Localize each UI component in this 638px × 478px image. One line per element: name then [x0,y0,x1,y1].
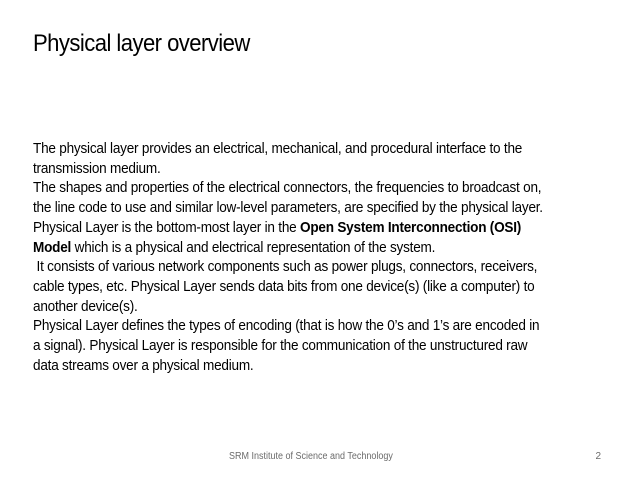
slide-body [33,139,612,375]
body-line: data streams over a physical medium. [33,356,254,374]
footer-institution: SRM Institute of Science and Technology [229,451,393,462]
body-line: cable types, etc. Physical Layer sends data bits from one device(s) (like a computer) to [33,277,535,295]
body-line: the line code to use and similar low-level parameters, are specified by the physical layer. [33,199,543,217]
body-text: Physical Layer is the bottom-most layer in the [33,218,301,236]
body-line: transmission medium. [33,159,161,177]
body-line [33,238,612,258]
page-number: 2 [595,451,601,462]
body-line: Physical Layer defines the types of encoding (that is how the 0’s and 1’s are encoded in [33,317,540,335]
osi-model-term: Open System Interconnection (OSI) [300,218,522,236]
body-line: The physical layer provides an electrical, mechanical, and procedural interface to the [33,140,523,157]
body-line: a signal). Physical Layer is responsible for the communication of the unstructured raw [33,337,528,355]
body-text: which is a physical and electrical representation of the system. [71,238,436,256]
body-line: It consists of various network components such as power plugs, connectors, receivers, [33,258,538,276]
body-line [33,218,612,238]
body-line: another device(s). [33,297,138,315]
slide-title: Physical layer overview [33,30,250,57]
slide-footer [0,451,638,465]
osi-model-term-continued: Model [33,238,72,256]
body-line: The shapes and properties of the electrical connectors, the frequencies to broadcast on, [33,179,542,197]
